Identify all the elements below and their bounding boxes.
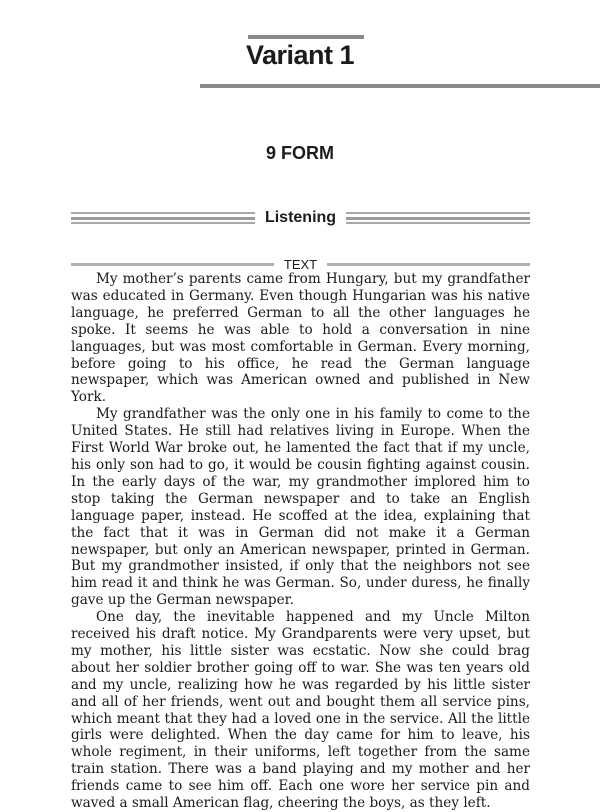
paragraph: My mother’s parents came from Hungary, but my grandfather was educated in Germany. Even though Hungarian was his native language, he preferred German to all the other languages he spoke. It seems he was able to hold a conversation in nine languages, but was most comfortable in German. Every morning, before going to his office, he read the German language newspaper, which was American owned and published in New York. — [71, 271, 530, 406]
top-decorative-rule — [248, 35, 364, 39]
right-rule — [327, 263, 530, 266]
text-label: TEXT — [283, 256, 318, 272]
variant-title: Variant 1 — [245, 40, 355, 70]
left-triple-rule — [71, 212, 255, 224]
left-rule — [71, 263, 274, 266]
section-heading — [71, 206, 530, 230]
paragraph: My grandfather was the only one in his family to come to the United States. He still had relatives living in Europe. When the First World War broke out, he lamented the fact that if my uncle, his only son had to go, it would be cousin fighting against cousin. In the early days of the war, my grandmother implored him to stop taking the German newspaper and to take an English language paper, instead. He scoffed at the idea, explaining that the fact that it was in German did not make it a German newspaper, but only an American newspaper, printed in German. But my grandmother insisted, if only that the neighbors not see him read it and think he was German. So, under duress, he finally gave up the German newspaper. — [71, 406, 530, 609]
paragraph: One day, the inevitable happened and my Uncle Milton received his draft notice. My Grandparents were very upset, but my mother, his little sister was ecstatic. Now she could brag about her soldier brother going off to war. She was ten years old and my uncle, realizing how he was regarded by his little sister and all of her friends, went out and bought them all service pins, which meant that they had a loved one in the service. All the little girls were delighted. When the day came for him to leave, his whole regiment, in their uniforms, left together from the same train station. There was a band playing and my mother and her friends came to see him off. Each one wore her service pin and waved a small American flag, cheering the boys, as they left. — [71, 609, 530, 812]
listening-text-body — [71, 271, 530, 812]
text-subheading — [71, 256, 530, 272]
right-triple-rule — [346, 212, 530, 224]
form-title: 9 FORM — [265, 143, 334, 163]
section-title: Listening — [264, 209, 337, 226]
variant-underline-rule — [200, 84, 600, 88]
